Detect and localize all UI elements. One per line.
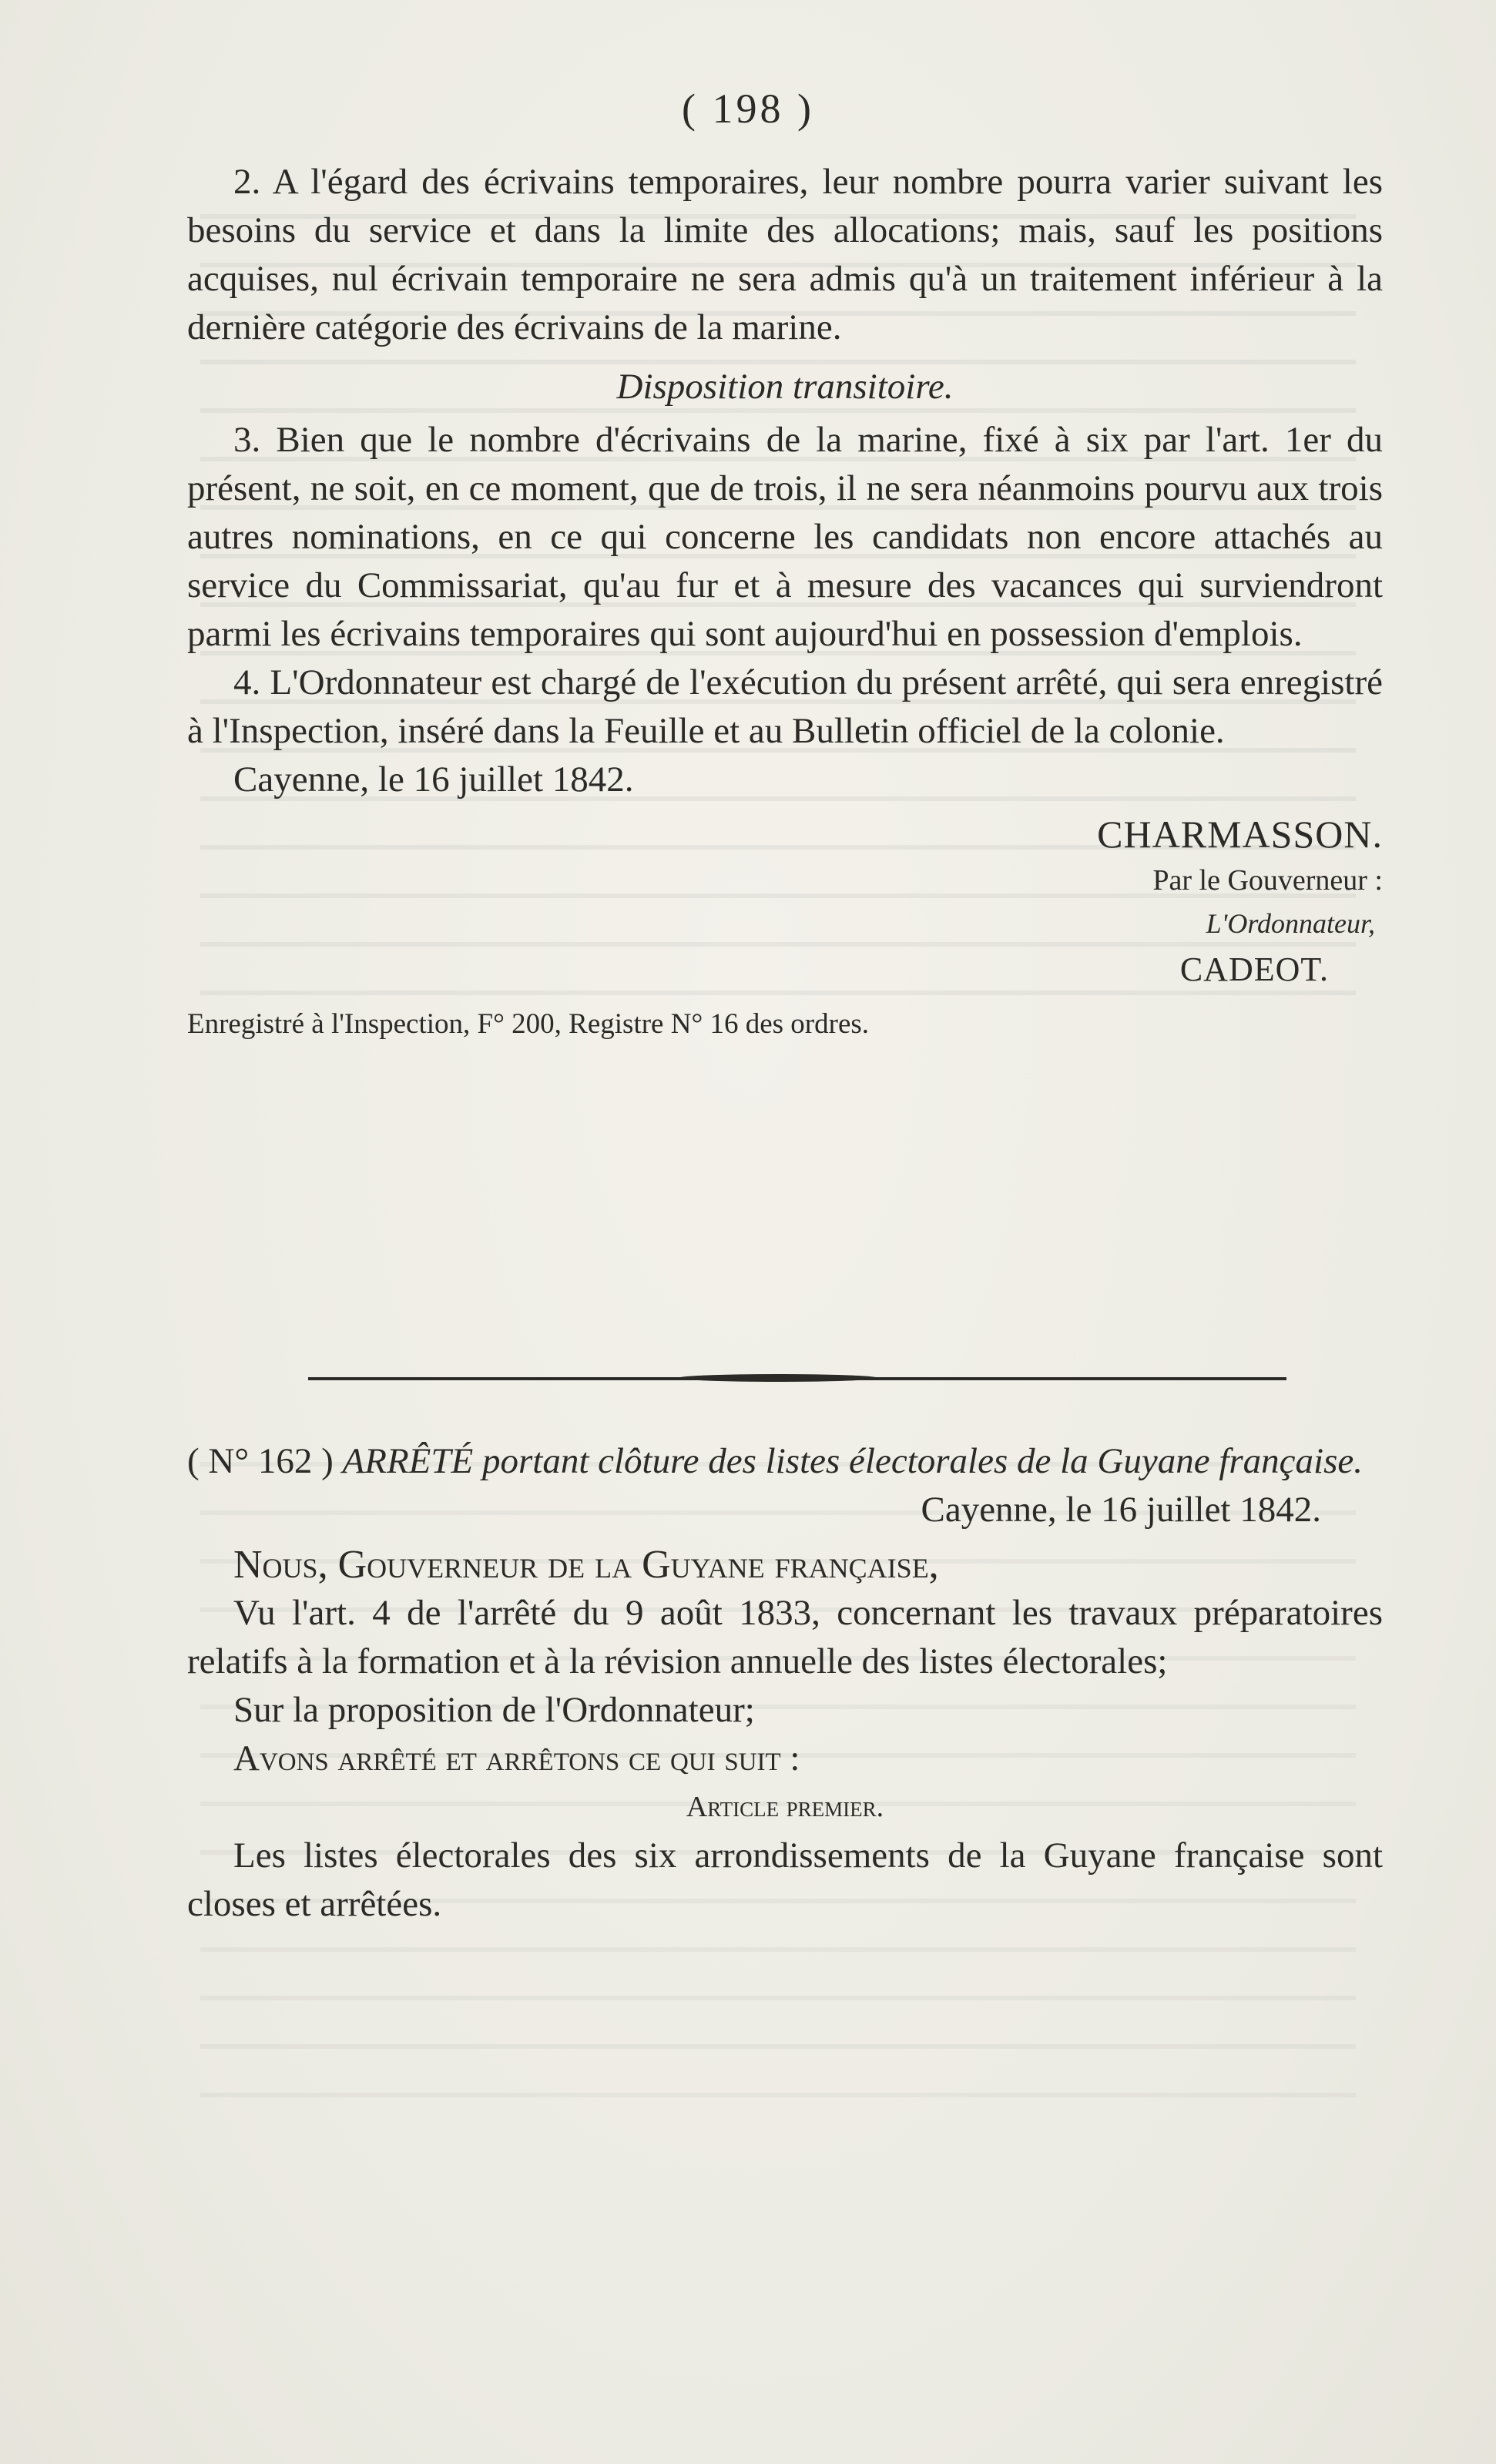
article-4: 4. L'Ordonnateur est chargé de l'exécution du présent arrêté, qui sera enregistré à l'Inspection, inséré dans la Feuille et au Bulletin officiel de la colonie. xyxy=(187,662,1383,751)
enregistre-line: Enregistré à l'Inspection, F° 200, Registre N° 16 des ordres. xyxy=(187,1008,870,1040)
decree-title: ARRÊTÉ portant clôture des listes électorales de la Guyane française. xyxy=(342,1441,1363,1481)
article-body: Les listes électorales des six arrondissements de la Guyane française sont closes et arrêtées. xyxy=(187,1835,1383,1924)
ordonnateur-label: L'Ordonnateur, xyxy=(1206,908,1375,939)
divider-ornament xyxy=(678,1374,878,1382)
heading-transitoire: Disposition transitoire. xyxy=(616,367,954,407)
page-number: ( 198 ) xyxy=(682,85,814,132)
signature-block xyxy=(187,810,1383,994)
decree-162 xyxy=(187,1437,1383,1929)
date-line: Cayenne, le 16 juillet 1842. xyxy=(233,759,634,800)
avons-clause: Avons arrêté et arrêtons ce qui suit : xyxy=(233,1738,800,1778)
par-le-gouverneur: Par le Gouverneur : xyxy=(1152,864,1383,897)
decree-date: Cayenne, le 16 juillet 1842. xyxy=(921,1490,1321,1530)
sur-clause: Sur la proposition de l'Ordonnateur; xyxy=(233,1690,755,1730)
body-upper xyxy=(187,158,1383,1044)
signature-cadeot: CADEOT. xyxy=(1179,950,1329,988)
article-premier: Article premier. xyxy=(686,1791,884,1823)
vu-clause: Vu l'art. 4 de l'arrêté du 9 août 1833, concernant les travaux préparatoires relatifs à la formation et à la révision annuelle des listes électorales; xyxy=(187,1593,1383,1681)
article-3: 3. Bien que le nombre d'écrivains de la marine, fixé à six par l'art. 1er du présent, ne soit, en ce moment, que de trois, il ne sera néanmoins pourvu aux trois autres nominations, en ce qui concerne les candidats non encore attachés au service du Commissariat, qu'au fur et à mesure des vacances qui surviendront parmi les écrivains temporaires qui sont aujourd'hui en possession d'emplois. xyxy=(187,420,1383,654)
decree-number: ( N° 162 ) xyxy=(187,1441,334,1481)
signature-charmasson: CHARMASSON. xyxy=(1097,813,1383,856)
article-2: 2. A l'égard des écrivains temporaires, leur nombre pourra varier suivant les besoins du service et dans la limite des allocations; mais, sauf les positions acquises, nul écrivain temporaire ne sera admis qu'à un traitement inférieur à la dernière catégorie des écrivains de la marine. xyxy=(187,162,1383,347)
nous-gouverneur: Nous, Gouverneur de la Guyane française, xyxy=(233,1543,939,1587)
